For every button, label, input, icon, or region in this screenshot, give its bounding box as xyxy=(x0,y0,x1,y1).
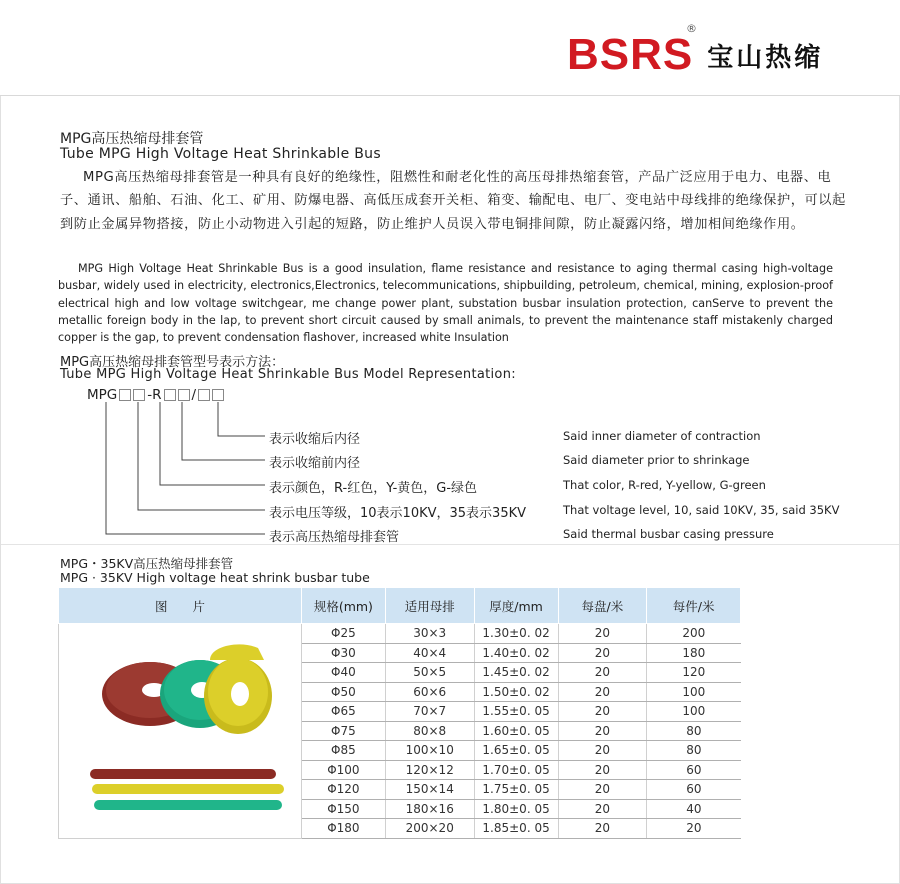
model-item-en: That color, R-red, Y-yellow, G-green xyxy=(563,478,766,492)
model-item-cn: 表示电压等级，10表示10KV，35表示35KV xyxy=(269,506,527,521)
spec-cell: Φ25 xyxy=(301,624,385,644)
busbar-cell: 70×7 xyxy=(385,702,474,722)
registered-mark: ® xyxy=(686,22,697,35)
product-photo xyxy=(59,624,302,839)
thickness-cell: 1.85±0. 05 xyxy=(474,819,558,839)
spec-cell: Φ50 xyxy=(301,682,385,702)
model-item-en: That voltage level, 10, said 10KV, 35, said 35KV xyxy=(563,503,840,517)
busbar-cell: 50×5 xyxy=(385,663,474,683)
spec-cell: Φ100 xyxy=(301,760,385,780)
model-title-cn: MPG高压热缩母排套管型号表示方法： xyxy=(60,355,285,370)
busbar-cell: 120×12 xyxy=(385,760,474,780)
spec-cell: Φ180 xyxy=(301,819,385,839)
thickness-cell: 1.45±0. 02 xyxy=(474,663,558,683)
busbar-cell: 100×10 xyxy=(385,741,474,761)
spec-title-en: MPG · 35KV High voltage heat shrink busbar tube xyxy=(60,570,370,585)
red-tube-straight xyxy=(90,769,276,779)
per-piece-cell: 120 xyxy=(647,663,741,683)
intro-paragraph-en: MPG High Voltage Heat Shrinkable Bus is a good insulation, flame resistance and resistance to aging thermal casing high-voltage busbar, widely used in electricity, electronics,Electronics, telecommunications, shipbuilding, petroleum, chemical, mining, explosion-proof electrical high and low voltage switchgear, me change power plant, substation busbar insulation protection, canServe to prevent the metallic foreign body in the lap, to prevent short circuit caused by small animals, to prevent the maintenance staff mistakenly charged copper is the gap, to prevent condensation flashover, increased white Insulation xyxy=(58,262,833,345)
busbar-cell: 150×14 xyxy=(385,780,474,800)
per-piece-cell: 200 xyxy=(647,624,741,644)
table-row xyxy=(59,624,741,644)
per-reel-cell: 20 xyxy=(558,780,647,800)
green-tube-straight xyxy=(94,800,282,810)
per-piece-cell: 180 xyxy=(647,643,741,663)
brand-latin: BSRS xyxy=(567,30,694,79)
per-reel-cell: 20 xyxy=(558,721,647,741)
code-mid: -R xyxy=(147,387,162,403)
model-item-cn: 表示颜色，R-红色，Y-黄色，G-绿色 xyxy=(269,481,478,496)
spec-cell: Φ120 xyxy=(301,780,385,800)
model-title-en: Tube MPG High Voltage Heat Shrinkable Bus Model Representation: xyxy=(60,367,516,382)
per-reel-cell: 20 xyxy=(558,624,647,644)
busbar-cell: 200×20 xyxy=(385,819,474,839)
thickness-cell: 1.70±0. 05 xyxy=(474,760,558,780)
code-sep: / xyxy=(191,387,197,403)
spec-cell: Φ40 xyxy=(301,663,385,683)
per-piece-cell: 60 xyxy=(647,780,741,800)
thickness-cell: 1.75±0. 05 xyxy=(474,780,558,800)
header-spec: 规格(mm) xyxy=(301,588,385,624)
table-header-row xyxy=(59,588,741,624)
per-reel-cell: 20 xyxy=(558,702,647,722)
per-piece-cell: 60 xyxy=(647,760,741,780)
model-item-en: Said thermal busbar casing pressure xyxy=(563,527,774,541)
spec-cell: Φ30 xyxy=(301,643,385,663)
thickness-cell: 1.50±0. 02 xyxy=(474,682,558,702)
product-title-cn: MPG高压热缩母排套管 xyxy=(60,131,204,147)
spec-cell: Φ65 xyxy=(301,702,385,722)
thickness-cell: 1.80±0. 05 xyxy=(474,799,558,819)
spec-cell: Φ150 xyxy=(301,799,385,819)
model-item-cn: 表示收缩前内径 xyxy=(269,456,361,471)
per-piece-cell: 100 xyxy=(647,682,741,702)
model-item-cn: 表示收缩后内径 xyxy=(269,432,361,447)
per-reel-cell: 20 xyxy=(558,799,647,819)
model-item-en: Said inner diameter of contraction xyxy=(563,429,761,443)
thickness-cell: 1.60±0. 05 xyxy=(474,721,558,741)
spec-title-cn: MPG・35KV高压热缩母排套管 xyxy=(60,556,234,571)
header-per-reel: 每盘/米 xyxy=(558,588,647,624)
spec-table xyxy=(58,587,741,839)
per-reel-cell: 20 xyxy=(558,819,647,839)
header-per-piece: 每件/米 xyxy=(647,588,741,624)
thickness-cell: 1.40±0. 02 xyxy=(474,643,558,663)
spec-cell: Φ85 xyxy=(301,741,385,761)
busbar-cell: 40×4 xyxy=(385,643,474,663)
busbar-cell: 180×16 xyxy=(385,799,474,819)
thickness-cell: 1.65±0. 05 xyxy=(474,741,558,761)
header-busbar: 适用母排 xyxy=(385,588,474,624)
code-prefix: MPG xyxy=(87,387,118,403)
model-item-cn: 表示高压热缩母排套管 xyxy=(269,530,400,545)
per-reel-cell: 20 xyxy=(558,760,647,780)
brand-chinese: 宝山热缩 xyxy=(707,42,824,73)
per-piece-cell: 100 xyxy=(647,702,741,722)
per-piece-cell: 80 xyxy=(647,721,741,741)
yellow-tube-straight xyxy=(92,784,284,794)
per-piece-cell: 40 xyxy=(647,799,741,819)
header-image: 图 片 xyxy=(59,588,302,624)
per-reel-cell: 20 xyxy=(558,682,647,702)
thickness-cell: 1.55±0. 05 xyxy=(474,702,558,722)
yellow-tube-roll xyxy=(204,645,272,735)
busbar-cell: 60×6 xyxy=(385,682,474,702)
spec-cell: Φ75 xyxy=(301,721,385,741)
header-thickness: 厚度/mm xyxy=(474,588,558,624)
product-title-en: Tube MPG High Voltage Heat Shrinkable Bus xyxy=(60,146,381,162)
per-piece-cell: 20 xyxy=(647,819,741,839)
busbar-tube-illustration xyxy=(60,624,300,834)
model-item-en: Said diameter prior to shrinkage xyxy=(563,453,750,467)
intro-paragraph-cn: MPG高压热缩母排套管是一种具有良好的绝缘性，阻燃性和耐老化性的高压母排热缩套管，产品广泛应用于电力、电器、电子、通讯、船舶、石油、化工、矿用、防爆电器、高低压成套开关柜、箱变、输配电、电厂、变电站中母线排的绝缘保护，可以起到防止金属异物搭接，防止小动物进入引起的短路，防止维护人员误入带电铜排间隙，防止凝露闪络，增加相间绝缘作用。 xyxy=(60,170,846,232)
thickness-cell: 1.30±0. 02 xyxy=(474,624,558,644)
per-reel-cell: 20 xyxy=(558,663,647,683)
busbar-cell: 30×3 xyxy=(385,624,474,644)
busbar-cell: 80×8 xyxy=(385,721,474,741)
per-piece-cell: 80 xyxy=(647,741,741,761)
per-reel-cell: 20 xyxy=(558,643,647,663)
per-reel-cell: 20 xyxy=(558,741,647,761)
